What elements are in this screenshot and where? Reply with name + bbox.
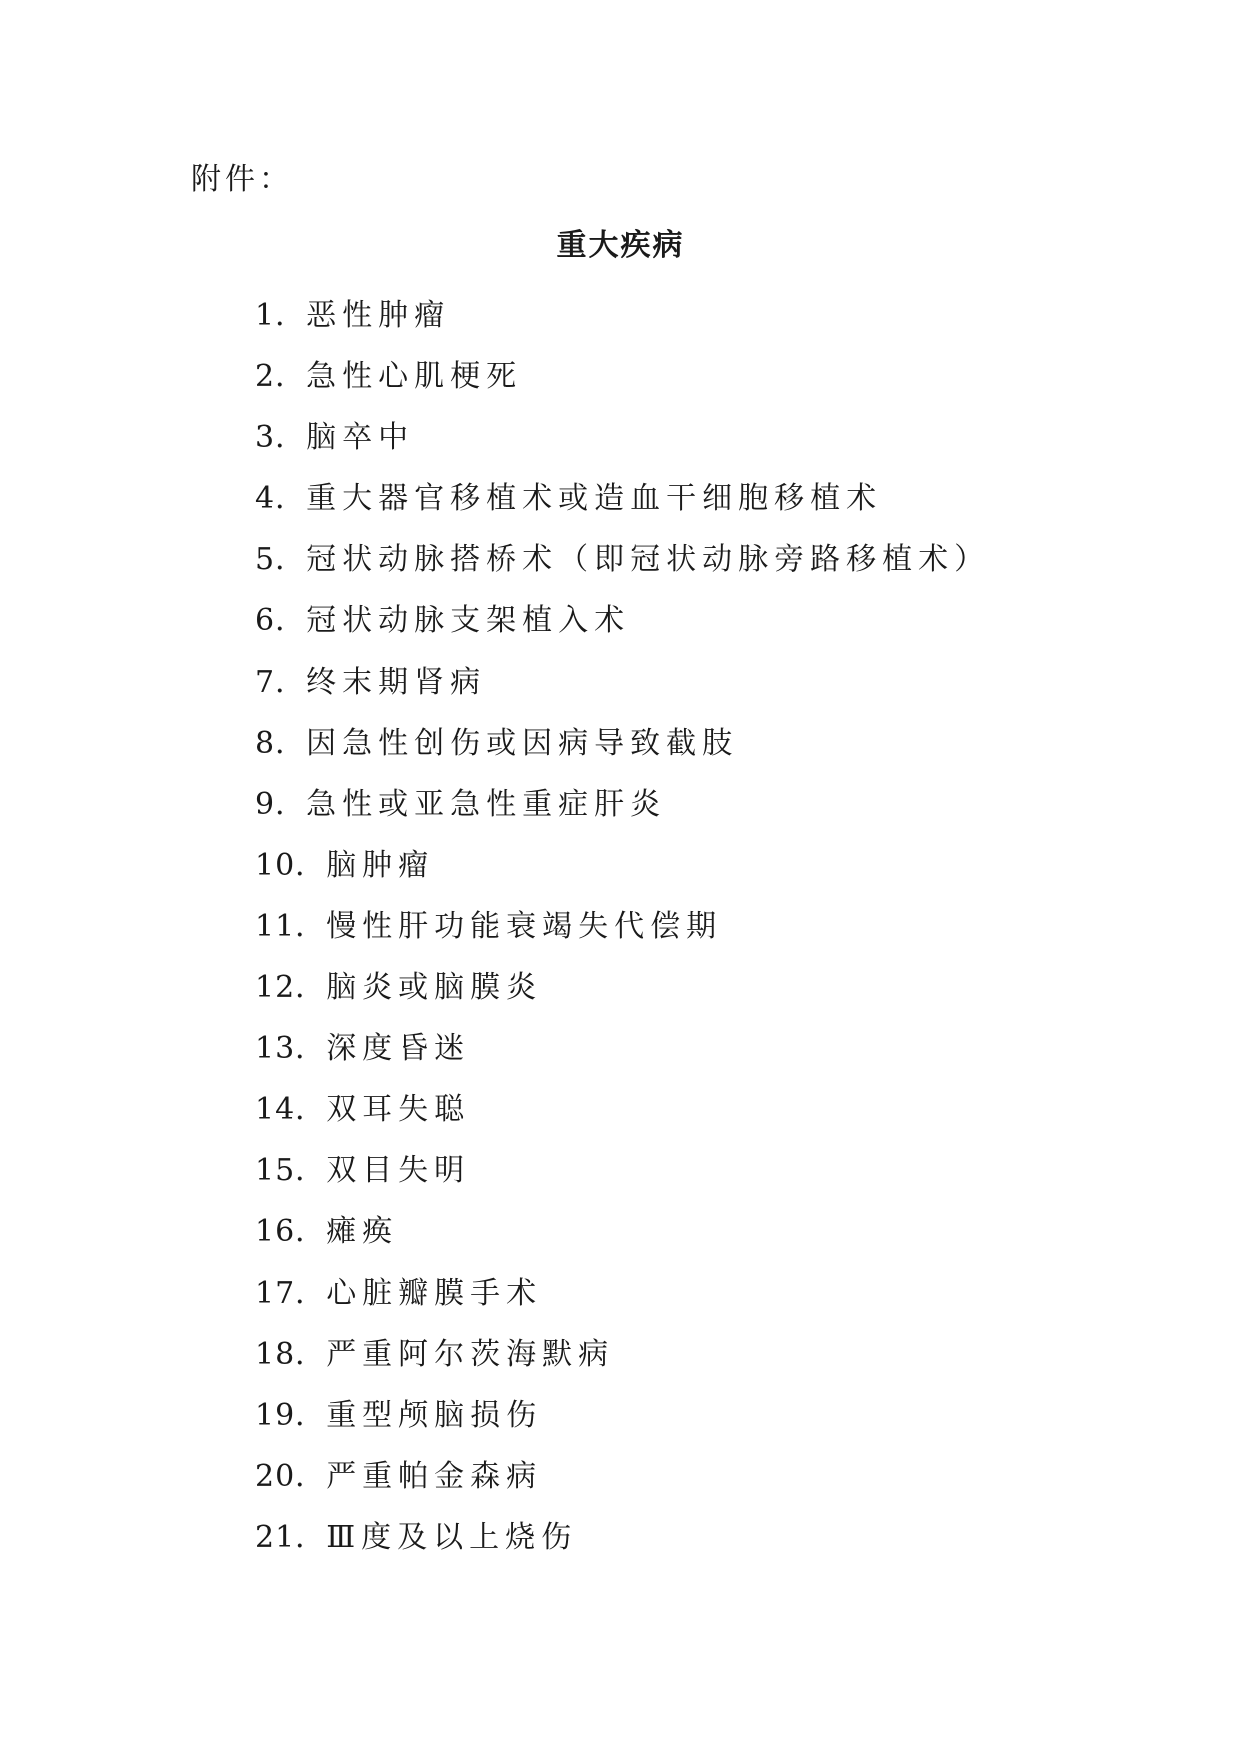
item-number: 16． [255,1214,327,1250]
list-item [255,663,990,724]
item-text: 冠状动脉支架植入术 [306,603,631,639]
list-item [255,601,990,662]
item-number: 6． [255,603,307,639]
list-item [255,1212,990,1273]
item-text: 双耳失聪 [326,1092,471,1128]
item-text: 瘫痪 [326,1214,399,1250]
list-item [255,540,990,601]
list-item [255,357,990,418]
list-item [255,1396,990,1457]
list-item [255,907,990,968]
list-item [255,846,990,907]
item-number: 1． [255,298,307,333]
item-number: 21． [255,1519,327,1555]
item-number: 7． [255,664,307,700]
item-text: 心脏瓣膜手术 [326,1275,543,1311]
item-number: 5． [255,542,307,578]
page-title: 重大疾病 [556,228,685,263]
item-number: 17． [255,1275,327,1311]
item-text: 严重阿尔茨海默病 [326,1336,615,1372]
list-item [255,418,990,479]
item-number: 15． [255,1153,327,1189]
item-text: 脑炎或脑膜炎 [326,970,543,1006]
item-text: 因急性创伤或因病导致截肢 [306,725,739,761]
item-text: 严重帕金森病 [326,1458,543,1494]
item-text: 重型颅脑损伤 [326,1397,543,1433]
list-item [255,968,990,1029]
list-item [255,1274,990,1335]
item-text: 脑卒中 [306,420,415,456]
item-text: 慢性肝功能衰竭失代偿期 [326,908,723,944]
disease-list [255,296,990,1579]
list-item [255,1335,990,1396]
item-number: 19． [255,1397,327,1433]
list-item [255,1518,990,1579]
item-number: 12． [255,970,327,1006]
item-text: Ⅲ度及以上烧伤 [326,1519,578,1555]
item-number: 3． [255,420,307,456]
item-text: 冠状动脉搭桥术（即冠状动脉旁路移植术） [306,542,991,578]
list-item [255,1090,990,1151]
list-item [255,724,990,785]
item-number: 14． [255,1092,327,1128]
item-number: 13． [255,1031,327,1067]
item-number: 10． [255,847,327,883]
item-number: 20． [255,1458,327,1494]
list-item [255,296,990,357]
list-item [255,785,990,846]
item-text: 脑肿瘤 [326,847,435,883]
item-number: 8． [255,725,307,761]
attachment-label: 附件： [191,162,293,197]
list-item [255,479,990,540]
list-item [255,1457,990,1518]
item-text: 急性或亚急性重症肝炎 [306,786,667,822]
list-item [255,1029,990,1090]
item-text: 深度昏迷 [326,1031,471,1067]
item-number: 4． [255,481,307,517]
item-text: 双目失明 [326,1153,471,1189]
item-text: 终末期肾病 [306,664,487,700]
item-number: 2． [255,359,307,395]
item-text: 重大器官移植术或造血干细胞移植术 [306,481,883,517]
item-text: 急性心肌梗死 [306,359,523,395]
item-number: 9． [255,786,307,822]
item-number: 18． [255,1336,327,1372]
item-text: 恶性肿瘤 [306,298,451,333]
list-item [255,1151,990,1212]
item-number: 11． [255,908,327,944]
